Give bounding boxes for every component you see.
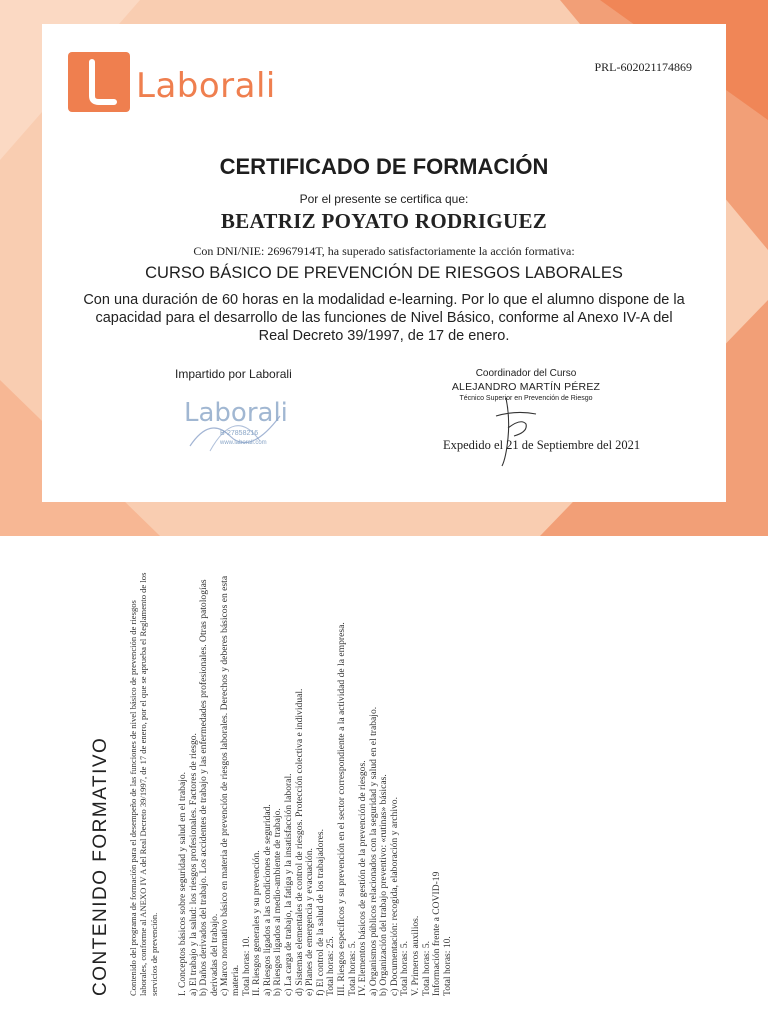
coordinator-signature — [466, 388, 556, 468]
content-list-item: I. Conceptos básicos sobre seguridad y salud en el trabajo. — [177, 771, 188, 996]
content-list-item: a) El trabajo y la salud: los riesgos profesionales. Factores de riesgo. — [187, 733, 199, 996]
certificate-intro: Por el presente se certifica que: — [299, 192, 469, 206]
certificate-title: CERTIFICADO DE FORMACIÓN — [219, 154, 549, 179]
content-list-item: b) Organización del trabajo preventivo: «rutinas» básicas. — [378, 774, 390, 996]
content-page — [0, 536, 768, 1024]
laborali-logo — [68, 52, 288, 114]
content-list-item: V. Primeros auxilios. — [410, 915, 422, 996]
course-description: Con una duración de 60 horas en la modalidad e-learning. Por lo que el alumno dispone de la capacidad para el desarrollo de las funciones de Nivel Básico, conforme al Anexo IV-A del Real Decreto 39/1997, de 17 de enero. — [83, 292, 685, 344]
content-list-item: III. Riesgos específicos y su prevención en el sector correspondiente a la actividad de la empresa. — [335, 622, 347, 996]
stamp-text: Laborali — [184, 398, 288, 428]
certificate-code: PRL-602021174869 — [594, 60, 692, 74]
coordinator-title: Técnico Superior en Prevención de Riesgo — [459, 395, 593, 402]
content-list-item: e) Planes de emergencia y evacuación. — [304, 848, 316, 996]
content-intro: Contenido del programa de formación para el desempeño de las funciones de nivel básico de prevención de riesgos laborales, conforme al ANEXO IV A del Real Decreto 39/1997, de 17 de enero, por el que se aprueba el Reglamento de los servicios de prevención. — [128, 572, 159, 996]
content-list-item: b) Riesgos ligados al medio-ambiente de trabajo. — [272, 808, 284, 996]
logo-mark-icon — [68, 52, 130, 112]
content-list-item: Total horas: 5. — [399, 940, 411, 996]
content-list-item: c) La carga de trabajo, la fatiga y la insatisfacción laboral. — [282, 773, 294, 996]
content-list — [178, 566, 453, 996]
issue-date: Expedido el 21 de Septiembre del 2021 — [443, 438, 641, 452]
content-list-item: c) Marco normativo básico en materia de prevención de riesgos laborales. Derechos y deberes básicos en esta materia. — [219, 575, 241, 996]
content-list-item: Información frente a COVID-19 — [431, 871, 443, 996]
content-list-item: Total horas: 10. — [240, 936, 252, 996]
stamp-line-2: www.laborali.com — [220, 440, 267, 446]
content-list-item: Total horas: 5. — [346, 940, 358, 996]
course-title: CURSO BÁSICO DE PREVENCIÓN DE RIESGOS LABORALES — [145, 264, 623, 282]
stamp-line-1: B-27858216 — [220, 430, 259, 437]
content-list-item: Total horas: 25. — [325, 936, 337, 996]
content-list-item: a) Riesgos ligados a las condiciones de seguridad. — [261, 804, 273, 996]
company-stamp — [180, 396, 296, 458]
imparted-by: Impartido por Laborali — [175, 367, 292, 381]
content-list-item: II. Riesgos generales y su prevención. — [251, 850, 263, 996]
dni-line: Con DNI/NIE: 26967914T, ha superado satisfactoriamente la acción formativa: — [193, 244, 575, 258]
logo-text: Laborali — [136, 66, 276, 106]
content-list-item: Total horas: 5. — [420, 940, 432, 996]
content-list-item: IV. Elementos básicos de gestión de la prevención de riesgos. — [357, 760, 369, 996]
content-list-item: d) Sistemas elementales de control de riesgos. Protección colectiva e individual. — [293, 688, 305, 996]
coordinator-label: Coordinador del Curso — [475, 368, 577, 379]
content-list-item: f) El control de la salud de los trabajadores. — [314, 828, 326, 996]
content-list-item: a) Organismos públicos relacionados con la seguridad y salud en el trabajo. — [367, 706, 379, 996]
student-name: BEATRIZ POYATO RODRIGUEZ — [220, 209, 548, 233]
content-list-item: c) Documentación: recogida, elaboración y archivo. — [388, 797, 400, 996]
content-heading: CONTENIDO FORMATIVO — [90, 736, 111, 996]
content-list-item: b) Daños derivados del trabajo. Los accidentes de trabajo y las enfermedades profesionales. Otras patologías derivadas del trabajo. — [198, 579, 220, 996]
rotated-content — [90, 556, 520, 996]
coordinator-name: ALEJANDRO MARTÍN PÉREZ — [451, 381, 601, 393]
content-list-item: Total horas: 10. — [441, 936, 453, 996]
